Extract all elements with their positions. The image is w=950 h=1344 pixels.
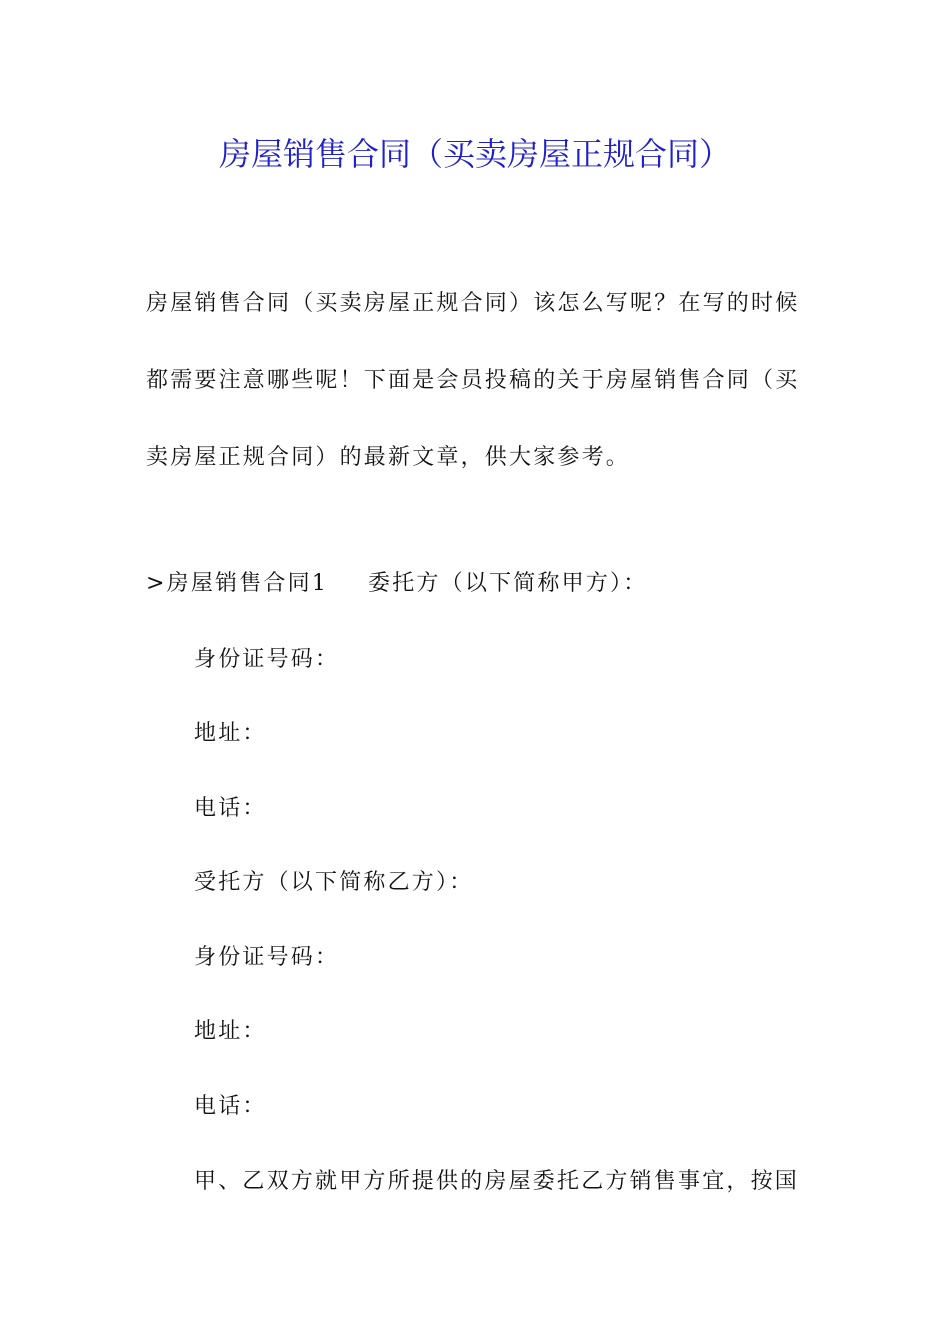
principal-phone-label: 电话： <box>194 796 267 821</box>
agent-label: 受托方（以下简称乙方）： <box>194 870 474 895</box>
document-title: 房屋销售合同（买卖房屋正规合同） <box>218 135 731 173</box>
principal-id-label: 身份证号码： <box>194 647 340 672</box>
agent-id-label: 身份证号码： <box>194 945 340 970</box>
principal-label: 委托方（以下简称甲方）： <box>368 571 648 596</box>
agent-phone-label: 电话： <box>194 1094 267 1119</box>
principal-address-label: 地址： <box>194 721 267 746</box>
agreement-paragraph-start: 甲、乙双方就甲方所提供的房屋委托乙方销售事宜，按国 <box>194 1169 800 1194</box>
section-heading: >房屋销售合同1 <box>146 571 329 596</box>
agent-address-label: 地址： <box>194 1019 267 1044</box>
section-heading-line <box>146 564 647 604</box>
intro-paragraph: 房屋销售合同（买卖房屋正规合同）该怎么写呢？在写的时候都需要注意哪些呢！下面是会员投稿的关于房屋销售合同（买卖房屋正规合同）的最新文章，供大家参考。 <box>146 291 800 470</box>
